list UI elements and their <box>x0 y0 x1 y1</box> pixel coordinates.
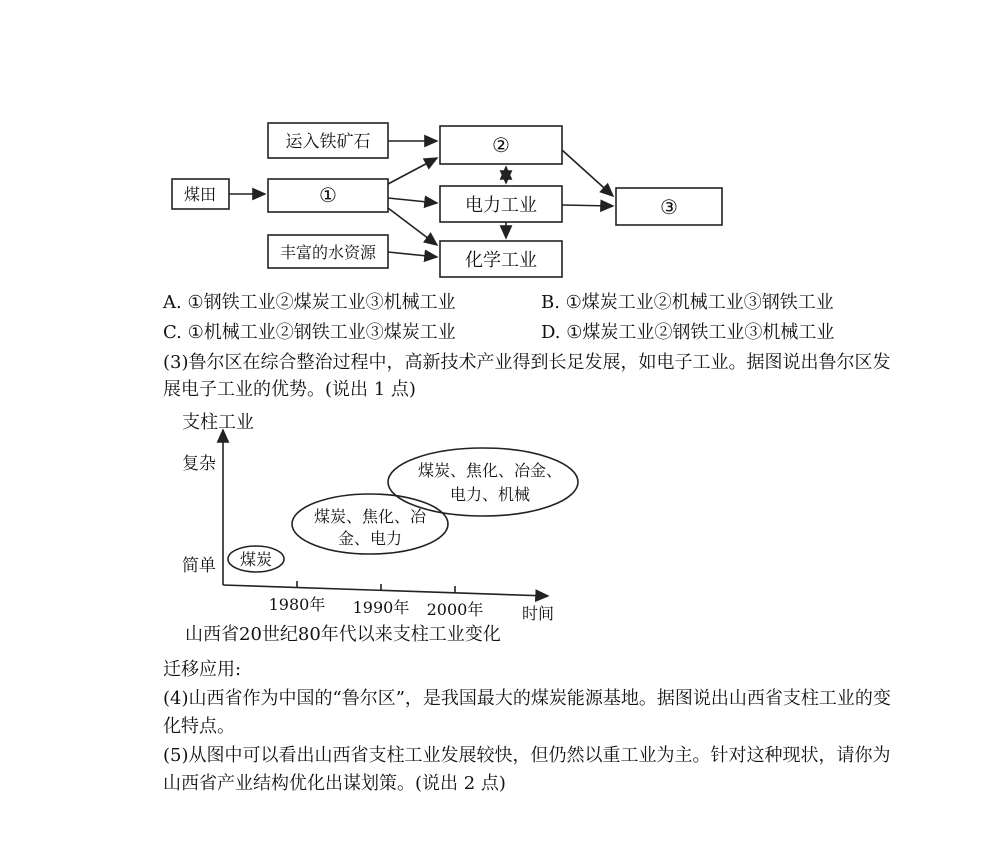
x-tick-1990: 1990年 <box>352 598 410 617</box>
x-tick-2000: 2000年 <box>426 600 484 619</box>
option-b: B. ①煤炭工业②机械工业③钢铁工业 <box>541 292 834 313</box>
y-label-simple: 简单 <box>182 556 216 576</box>
question-5-line-1: (5)从图中可以看出山西省支柱工业发展较快，但仍然以重工业为主。针对这种现状，请你为 <box>163 745 891 766</box>
question-4-line-1: (4)山西省作为中国的“鲁尔区”，是我国最大的煤炭能源基地。据图说出山西省支柱工业的变 <box>163 688 891 709</box>
label-node-3: ③ <box>660 195 678 219</box>
question-5-line-2: 山西省产业结构优化出谋划策。(说出 2 点) <box>163 773 506 794</box>
label-power: 电力工业 <box>465 195 537 216</box>
ellipse-stage-3 <box>388 448 578 516</box>
question-3-line-2: 展电子工业的优势。(说出 1 点) <box>163 379 416 400</box>
x-axis-title: 时间 <box>521 604 555 623</box>
option-a: A. ①钢铁工业②煤炭工业③机械工业 <box>163 292 456 313</box>
stage-3-label-line-2: 电力、机械 <box>449 485 531 504</box>
transfer-heading: 迁移应用: <box>163 659 242 680</box>
chart-caption: 山西省20世纪80年代以来支柱工业变化 <box>185 624 501 645</box>
y-label-complex: 复杂 <box>182 454 216 474</box>
stage-2-label-line-2: 金、电力 <box>337 529 403 548</box>
label-chemical: 化学工业 <box>465 250 537 271</box>
label-iron-ore: 运入铁矿石 <box>285 132 371 152</box>
question-4-line-2: 化特点。 <box>163 716 235 737</box>
option-d: D. ①煤炭工业②钢铁工业③机械工业 <box>541 322 835 343</box>
x-tick-1980: 1980年 <box>268 595 326 614</box>
question-3-line-1: (3)鲁尔区在综合整治过程中，高新技术产业得到长足发展，如电子工业。据图说出鲁尔区发 <box>163 352 891 373</box>
option-c: C. ①机械工业②钢铁工业③煤炭工业 <box>163 322 456 343</box>
y-axis-title: 支柱工业 <box>182 412 254 433</box>
shanxi-industry-chart <box>0 400 1005 660</box>
label-node-1: ① <box>319 183 337 207</box>
stage-2-label-line-1: 煤炭、焦化、冶 <box>313 507 427 526</box>
label-water: 丰富的水资源 <box>279 243 377 262</box>
industry-flowchart <box>0 0 1005 290</box>
label-coal-field: 煤田 <box>183 185 217 204</box>
label-node-2: ② <box>492 133 510 157</box>
stage-3-label-line-1: 煤炭、焦化、冶金、 <box>417 461 563 480</box>
stage-1-label: 煤炭 <box>239 550 273 569</box>
